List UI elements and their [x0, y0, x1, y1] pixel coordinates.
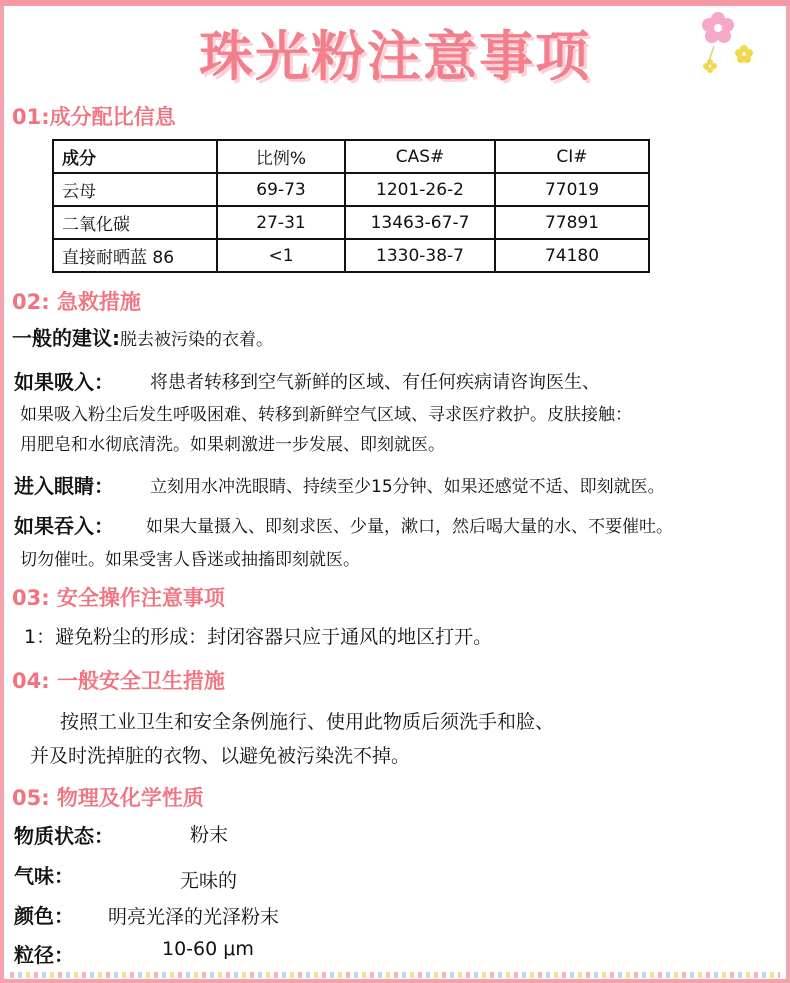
flowers-decoration-icon — [692, 10, 762, 80]
swallow-label — [14, 510, 114, 539]
inhale-text-1: 将患者转移到空气新鲜的区域、有任何疾病请咨询医生、 — [150, 372, 600, 393]
composition-table — [52, 139, 650, 273]
color-label: 颜色： — [14, 904, 74, 928]
inhale-text-3: 用肥皂和水彻底清洗。如果刺激进一步发展、即刻就医。 — [20, 435, 445, 455]
table-cell: 云母 — [53, 173, 217, 206]
size-label: 粒径： — [14, 943, 74, 967]
inhale-text-2: 如果吸入粉尘后发生呼吸困难、转移到新鲜空气区域、寻求医疗救护。皮肤接触： — [20, 405, 632, 425]
color-value: 明亮光泽的光泽粉末 — [108, 906, 280, 928]
size-value: 10-60 μm — [162, 938, 254, 960]
top-band — [0, 0, 790, 6]
table-header-cell: 比例% — [217, 140, 345, 173]
section-title-hygiene: 04: 一般安全卫生措施 — [12, 669, 225, 693]
state-value: 粉末 — [190, 824, 229, 846]
state-label: 物质状态： — [14, 824, 114, 848]
eye-label — [14, 470, 114, 499]
bottom-dotted-border — [10, 972, 780, 978]
section-title-first-aid: 02: 急救措施 — [12, 290, 141, 314]
hygiene-text-2: 并及时洗掉脏的衣物、以避免被污染洗不掉。 — [30, 745, 411, 767]
table-cell: 27-31 — [217, 206, 345, 239]
table-cell: 77019 — [495, 173, 649, 206]
swallow-label-text: 如果吞入： — [14, 514, 114, 538]
table-cell: 77891 — [495, 206, 649, 239]
table-header-cell: CI# — [495, 140, 649, 173]
section-title-composition: 01:成分配比信息 — [12, 105, 176, 129]
table-header-cell: CAS# — [345, 140, 495, 173]
inhale-label: 如果吸入： — [14, 370, 114, 394]
section-title-safe-handling: 03: 安全操作注意事项 — [12, 586, 225, 610]
general-advice-text: 脱去被污染的衣着。 — [120, 330, 273, 350]
table-row — [53, 206, 649, 239]
page-title: 珠光粉注意事项 — [199, 25, 591, 88]
hygiene-text-1: 按照工业卫生和安全条例施行、使用此物质后须洗手和脸、 — [60, 711, 555, 733]
table-header-row — [53, 140, 649, 173]
swallow-text-2: 切勿催吐。如果受害人昏迷或抽搐即刻就医。 — [20, 550, 360, 570]
general-advice-line — [12, 322, 273, 351]
inhale-line — [14, 366, 114, 395]
section-title-properties: 05: 物理及化学性质 — [12, 786, 204, 810]
table-cell: 13463-67-7 — [345, 206, 495, 239]
table-row — [53, 173, 649, 206]
general-advice-colon: : — [112, 326, 120, 350]
table-cell: 69-73 — [217, 173, 345, 206]
table-cell: 1330-38-7 — [345, 239, 495, 272]
safe-handling-text: 1：避免粉尘的形成：封闭容器只应于通风的地区打开。 — [24, 626, 493, 648]
table-cell: 二氧化碳 — [53, 206, 217, 239]
table-cell: 直接耐晒蓝 86 — [53, 239, 217, 272]
table-cell: 1201-26-2 — [345, 173, 495, 206]
eye-text: 立刻用水冲洗眼睛、持续至少15分钟、如果还感觉不适、即刻就医。 — [150, 477, 665, 497]
table-header-cell: 成分 — [53, 140, 217, 173]
swallow-text-1: 如果大量摄入、即刻求医、少量，漱口，然后喝大量的水、不要催吐。 — [146, 517, 673, 537]
table-cell: 74180 — [495, 239, 649, 272]
general-advice-label: 一般的建议 — [12, 326, 112, 350]
table-row — [53, 239, 649, 272]
odor-value: 无味的 — [180, 870, 238, 892]
eye-label-text: 进入眼睛： — [14, 474, 114, 498]
odor-label: 气味： — [14, 864, 74, 888]
table-cell: <1 — [217, 239, 345, 272]
